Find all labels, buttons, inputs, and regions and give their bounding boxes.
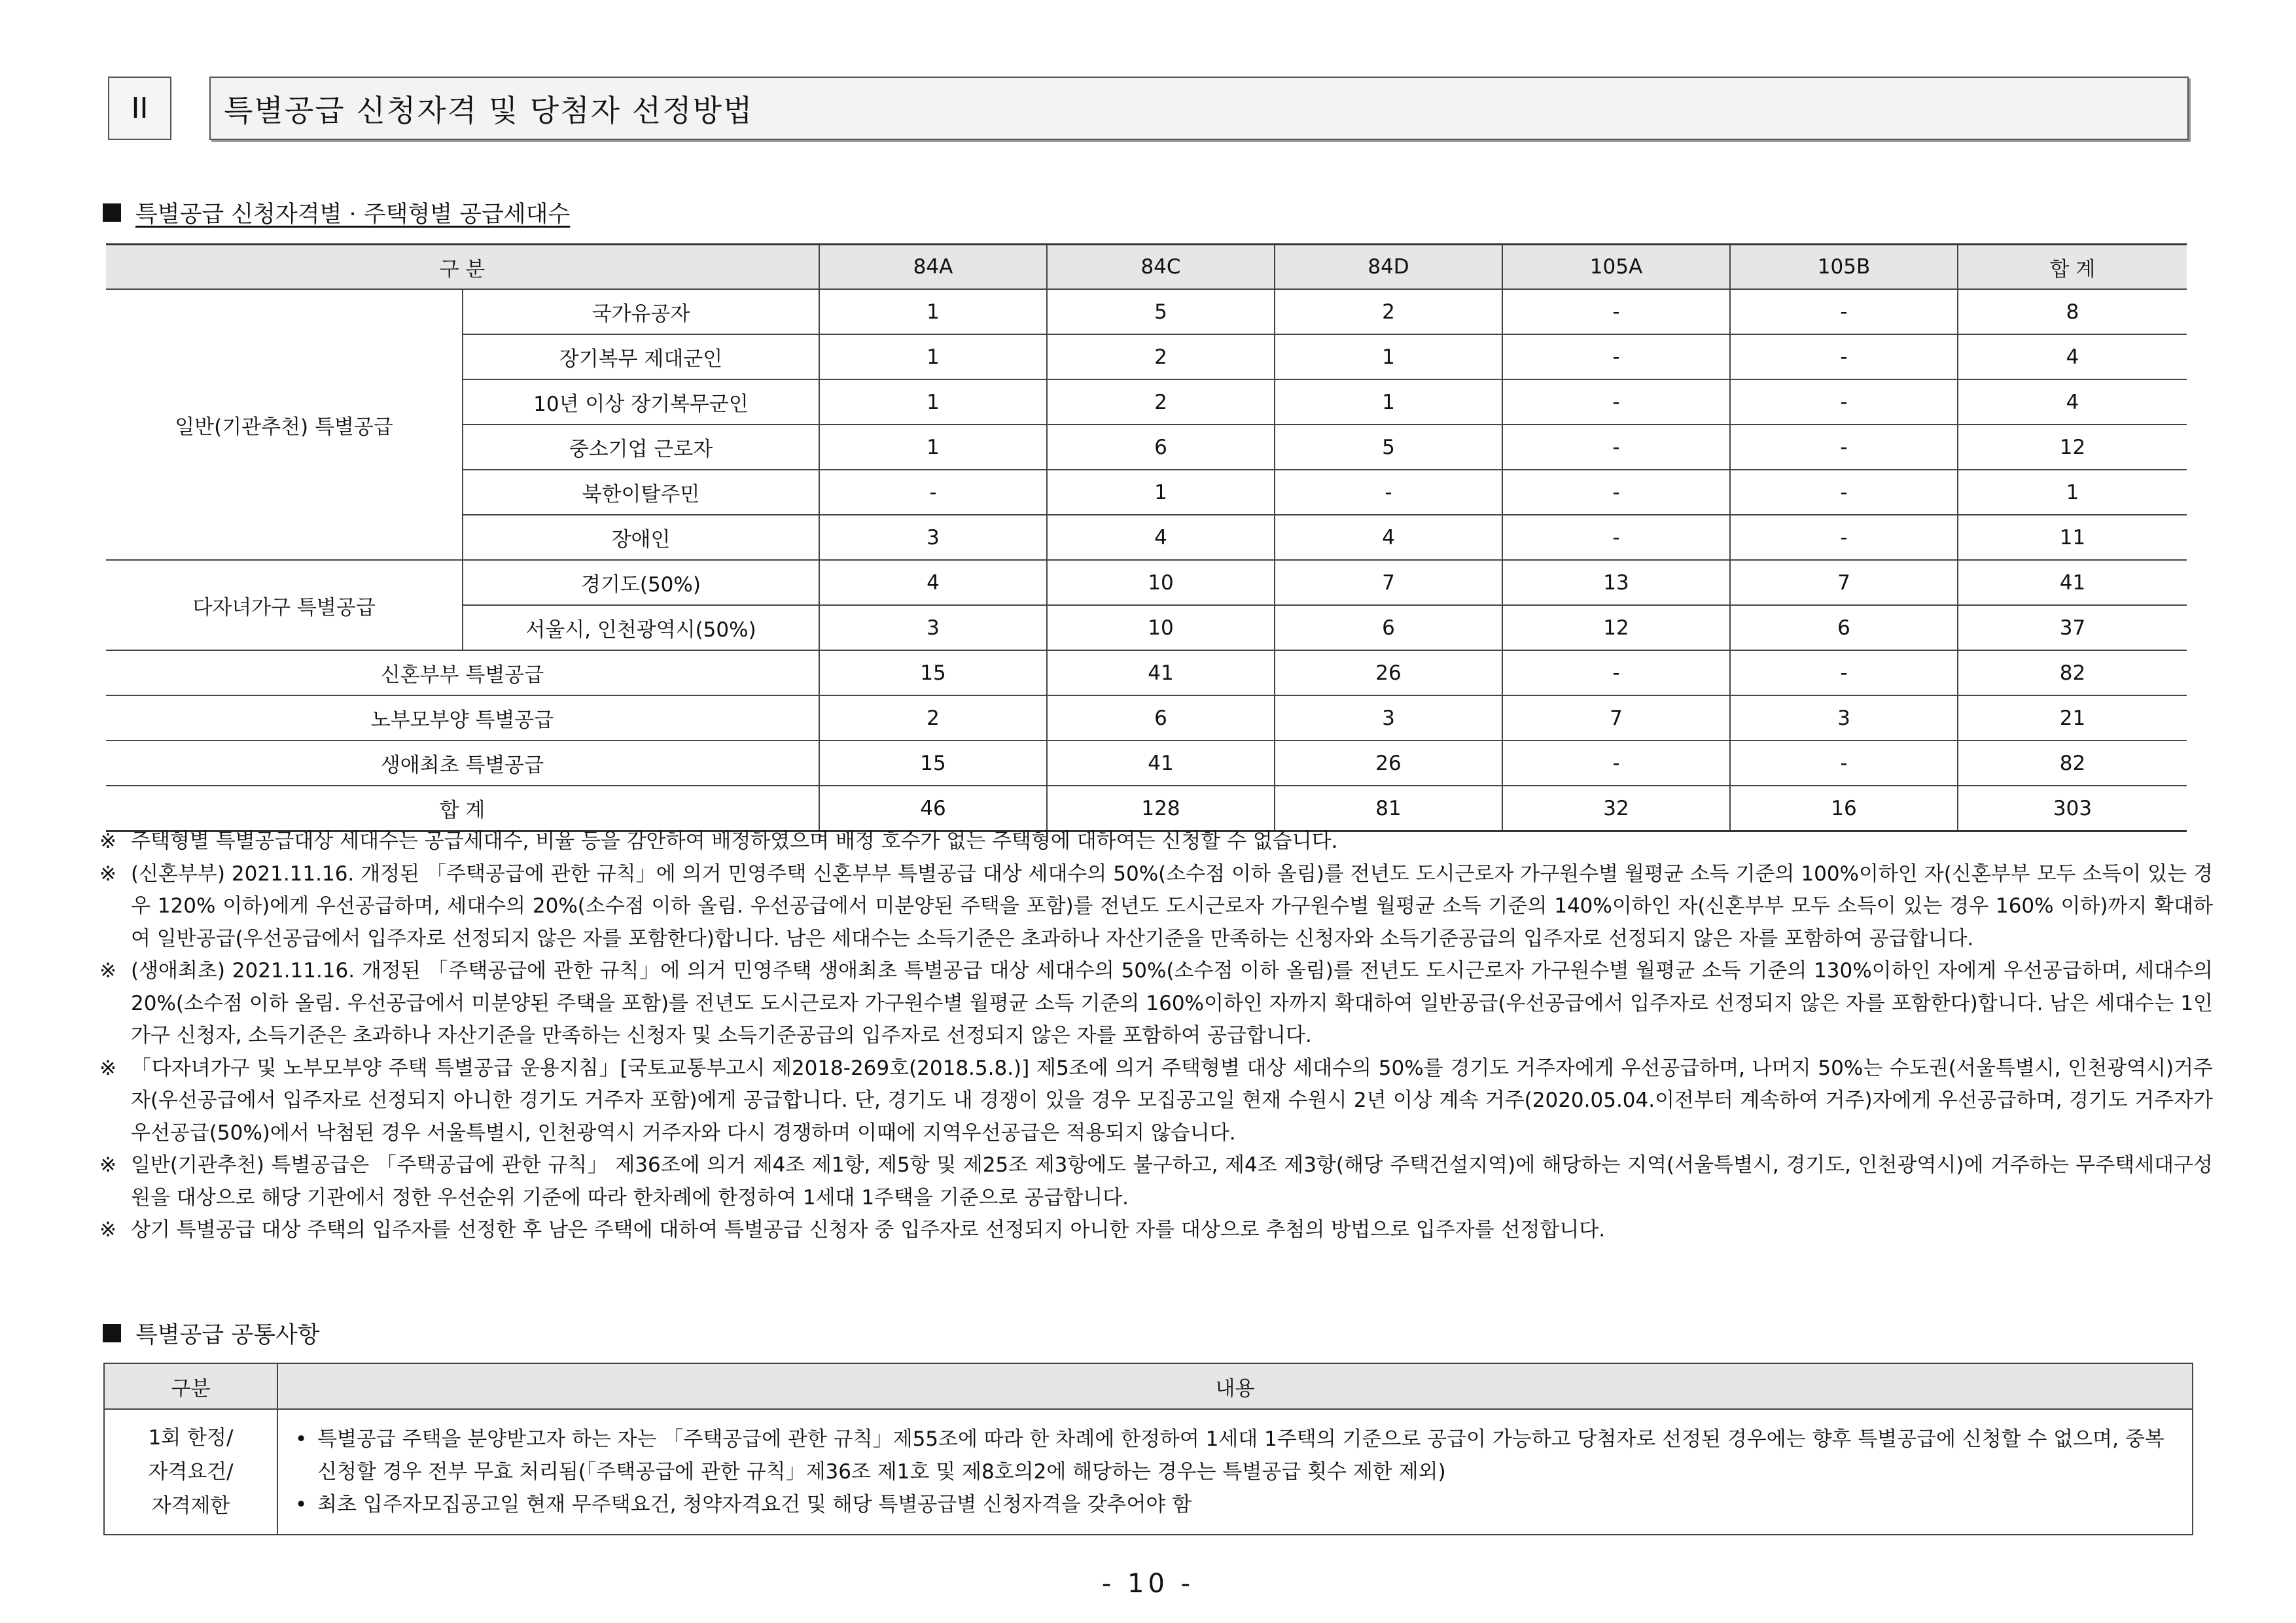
row-label: 경기도(50%): [463, 560, 819, 605]
table-cell: -: [1730, 650, 1958, 695]
table-cell: 46: [819, 786, 1047, 831]
section-number: II: [108, 77, 171, 140]
table-cell: 303: [1958, 786, 2187, 831]
category-line: 1회 한정/: [148, 1426, 234, 1450]
note-text: (신혼부부) 2021.11.16. 개정된 「주택공급에 관한 규칙」에 의거 민영주택 신혼부부 특별공급 대상 세대수의 50%(소수점 이하 올림)를 전년도 도시근로자 가구원수별 월평균 소득 기준의 100%이하인 자(신혼부부 모두 소득이 있는 경우 120% 이하)에게 우선공급하며, 세대수의 20%(소수점 이하 올림. 우선공급에서 미분양된 주택을 포함)를 전년도 도시근로자 가구원수별 월평균 소득 기준의 140%이하인 자(신혼부부 모두 소득이 있는 경우 160% 이하)까지 확대하여 일반공급(우선공급에서 입주자로 선정되지 않은 자를 포함한다)합니다. 남은 세대수는 소득기준은 초과하나 자산기준을 만족하는 신청자와 소득기준공급의 입주자로 선정되지 않은 자를 포함하여 공급합니다.: [131, 862, 2213, 951]
row-label: 서울시, 인천광역시(50%): [463, 605, 819, 650]
table-cell: 2: [1047, 379, 1275, 425]
row-label: 북한이탈주민: [463, 470, 819, 515]
table-cell: 6: [1275, 605, 1502, 650]
table-cell: 2: [1047, 334, 1275, 379]
table-cell: 3: [819, 515, 1047, 560]
header-cell: 105A: [1502, 245, 1730, 290]
list-item-text: 특별공급 주택을 분양받고자 하는 자는 「주택공급에 관한 규칙」제55조에 따라 한 차례에 한정하여 1세대 1주택의 기준으로 공급이 가능하고 당첨자로 선정된 경우에는 향후 특별공급에 신청할 수 없으며, 중복 신청할 경우 전부 무효 처리됨(「주택공급에 관한 규칙」제36조 제1호 및 제8호의2에 해당하는 경우는 특별공급 횟수 제한 제외): [317, 1427, 2164, 1484]
table-cell: 26: [1275, 741, 1502, 786]
note-item: [99, 826, 2213, 858]
section-header: [108, 77, 2189, 143]
square-bullet-icon: [103, 203, 121, 222]
header-cell: 84D: [1275, 245, 1502, 290]
list-item: [295, 1488, 2175, 1521]
table-cell: -: [1730, 289, 1958, 334]
table-row: [104, 1409, 2193, 1535]
section-title: 특별공급 신청자격 및 당첨자 선정방법: [209, 77, 2189, 140]
table-cell: 37: [1958, 605, 2187, 650]
row-label: 중소기업 근로자: [463, 425, 819, 470]
common-table: [103, 1363, 2193, 1535]
header-cell: 105B: [1730, 245, 1958, 290]
row-label: 신혼부부 특별공급: [106, 650, 819, 695]
supply-heading-text: 특별공급 신청자격별 · 주택형별 공급세대수: [135, 201, 571, 228]
note-item: [99, 858, 2213, 956]
header-cell: 84C: [1047, 245, 1275, 290]
header-cell: 구 분: [106, 245, 819, 290]
note-mark: ※: [99, 829, 116, 853]
table-cell: 128: [1047, 786, 1275, 831]
total-row: [106, 786, 2187, 831]
header-cell: 84A: [819, 245, 1047, 290]
table-cell: 8: [1958, 289, 2187, 334]
table-cell: 82: [1958, 650, 2187, 695]
table-cell: 7: [1502, 695, 1730, 741]
table-cell: 1: [1275, 334, 1502, 379]
table-cell: 7: [1275, 560, 1502, 605]
table-cell: 26: [1275, 650, 1502, 695]
note-text: (생애최초) 2021.11.16. 개정된 「주택공급에 관한 규칙」에 의거 민영주택 생애최초 특별공급 대상 세대수의 50%(소수점 이하 올림)를 전년도 도시근로자 가구원수별 월평균 소득 기준의 130%이하인 자에게 우선공급하며, 세대수의 20%(소수점 이하 올림. 우선공급에서 미분양된 주택을 포함)를 전년도 도시근로자 가구원수별 월평균 소득 기준의 160%이하인 자까지 확대하여 일반공급(우선공급에서 입주자로 선정되지 않은 자를 포함한다)합니다. 남은 세대수는 1인 가구 신청자, 소득기준은 초과하나 자산기준을 만족하는 신청자 및 소득기준공급의 입주자로 선정되지 않은 자를 포함하여 공급합니다.: [131, 959, 2213, 1047]
table-cell: 16: [1730, 786, 1958, 831]
row-label: 장기복무 제대군인: [463, 334, 819, 379]
table-cell: -: [1502, 741, 1730, 786]
common-heading: [103, 1317, 320, 1350]
table-cell: 4: [1047, 515, 1275, 560]
table-cell: 11: [1958, 515, 2187, 560]
table-cell: 4: [1958, 379, 2187, 425]
table-row: [106, 741, 2187, 786]
table-cell: 4: [819, 560, 1047, 605]
table-cell: 21: [1958, 695, 2187, 741]
common-heading-text: 특별공급 공통사항: [135, 1322, 320, 1348]
table-cell: -: [1502, 650, 1730, 695]
table-cell: 81: [1275, 786, 1502, 831]
supply-heading: [103, 196, 570, 229]
note-text: 상기 특별공급 대상 주택의 입주자를 선정한 후 남은 주택에 대하여 특별공급 신청자 중 입주자로 선정되지 아니한 자를 대상으로 추첨의 방법으로 입주자를 선정합니다.: [131, 1218, 1606, 1242]
note-text: 주택형별 특별공급대상 세대수는 공급세대수, 비율 등을 감안하여 배정하였으며 배정 호수가 없는 주택형에 대하여는 신청할 수 없습니다.: [131, 829, 1338, 853]
table-cell: 6: [1730, 605, 1958, 650]
table-cell: 4: [1958, 334, 2187, 379]
table-cell: 6: [1047, 695, 1275, 741]
table-cell: 6: [1047, 425, 1275, 470]
table-cell: 1: [1958, 470, 2187, 515]
bullet-icon: •: [295, 1427, 308, 1451]
table-cell: 1: [819, 379, 1047, 425]
table-cell: 10: [1047, 605, 1275, 650]
table-cell: -: [1502, 379, 1730, 425]
supply-table: [106, 243, 2187, 832]
table-cell: -: [1730, 741, 1958, 786]
table-cell: 2: [819, 695, 1047, 741]
content-cell: [277, 1409, 2193, 1535]
list-item-text: 최초 입주자모집공고일 현재 무주택요건, 청약자격요건 및 해당 특별공급별 신청자격을 갖추어야 함: [317, 1493, 1192, 1516]
table-cell: 82: [1958, 741, 2187, 786]
notes: [99, 826, 2213, 1247]
table-cell: -: [1502, 425, 1730, 470]
table-cell: -: [1502, 334, 1730, 379]
header-cell: 내용: [277, 1363, 2193, 1409]
row-label: 장애인: [463, 515, 819, 560]
table-cell: 13: [1502, 560, 1730, 605]
page-number: - 10 -: [1101, 1569, 1195, 1599]
note-mark: ※: [99, 1218, 116, 1242]
table-cell: 41: [1047, 741, 1275, 786]
note-mark: ※: [99, 959, 116, 983]
table-cell: -: [819, 470, 1047, 515]
table-cell: 32: [1502, 786, 1730, 831]
table-cell: -: [1730, 515, 1958, 560]
table-cell: 3: [1275, 695, 1502, 741]
note-item: [99, 1214, 2213, 1247]
table-cell: 12: [1502, 605, 1730, 650]
table-cell: -: [1502, 289, 1730, 334]
table-cell: 41: [1047, 650, 1275, 695]
table-header-row: [104, 1363, 2193, 1409]
table-cell: 3: [819, 605, 1047, 650]
table-cell: 1: [819, 289, 1047, 334]
table-cell: -: [1730, 379, 1958, 425]
table-cell: -: [1275, 470, 1502, 515]
table-cell: -: [1730, 334, 1958, 379]
table-row: [106, 650, 2187, 695]
table-cell: 5: [1047, 289, 1275, 334]
square-bullet-icon: [103, 1324, 121, 1342]
note-mark: ※: [99, 862, 116, 886]
note-item: [99, 955, 2213, 1053]
table-header-row: [106, 245, 2187, 290]
table-cell: 5: [1275, 425, 1502, 470]
table-cell: 4: [1275, 515, 1502, 560]
table-row: [106, 560, 2187, 605]
table-cell: 12: [1958, 425, 2187, 470]
note-text: 일반(기관추천) 특별공급은 「주택공급에 관한 규칙」 제36조에 의거 제4조 제1항, 제5항 및 제25조 제3항에도 불구하고, 제4조 제3항(해당 주택건설지역)에 해당하는 지역(서울특별시, 경기도, 인천광역시)에 거주하는 무주택세대구성원을 대상으로 해당 기관에서 정한 우선순위 기준에 따라 한차례에 한정하여 1세대 1주택을 기준으로 공급합니다.: [131, 1153, 2213, 1210]
table-cell: 15: [819, 650, 1047, 695]
note-mark: ※: [99, 1153, 116, 1177]
table-cell: 10: [1047, 560, 1275, 605]
table-cell: -: [1502, 515, 1730, 560]
header-cell: 구분: [104, 1363, 277, 1409]
note-text: 「다자녀가구 및 노부모부양 주택 특별공급 운용지침」[국토교통부고시 제2018-269호(2018.5.8.)] 제5조에 의거 주택형별 대상 세대수의 50%를 경기도 거주자에게 우선공급하며, 나머지 50%는 수도권(서울특별시, 인천광역시)거주자(우선공급에서 입주자로 선정되지 아니한 경기도 거주자 포함)에게 공급합니다. 단, 경기도 내 경쟁이 있을 경우 모집공고일 현재 수원시 2년 이상 계속 거주(2020.05.04.이전부터 계속하여 거주)자에게 우선공급하며, 경기도 거주자가 우선공급(50%)에서 낙첨된 경우 서울특별시, 인천광역시 거주자와 다시 경쟁하며 이때에 지역우선공급은 적용되지 않습니다.: [131, 1056, 2213, 1145]
table-cell: 3: [1730, 695, 1958, 741]
table-cell: 2: [1275, 289, 1502, 334]
header-cell: 합 계: [1958, 245, 2187, 290]
table-row: [106, 289, 2187, 334]
note-mark: ※: [99, 1056, 116, 1080]
table-cell: 7: [1730, 560, 1958, 605]
row-label: 합 계: [106, 786, 819, 831]
table-cell: -: [1730, 470, 1958, 515]
row-label: 10년 이상 장기복무군인: [463, 379, 819, 425]
table-cell: -: [1730, 425, 1958, 470]
row-label: 노부모부양 특별공급: [106, 695, 819, 741]
category-cell: [104, 1409, 277, 1535]
bullet-icon: •: [295, 1493, 308, 1516]
table-cell: 1: [819, 334, 1047, 379]
category-line: 자격요건/: [148, 1460, 234, 1484]
table-cell: 1: [1275, 379, 1502, 425]
list-item: [295, 1423, 2175, 1488]
table-row: [106, 695, 2187, 741]
category-line: 자격제한: [151, 1494, 230, 1518]
group-label-general: 일반(기관추천) 특별공급: [106, 289, 463, 560]
table-cell: 41: [1958, 560, 2187, 605]
row-label: 국가유공자: [463, 289, 819, 334]
note-item: [99, 1149, 2213, 1214]
note-item: [99, 1053, 2213, 1150]
table-cell: -: [1502, 470, 1730, 515]
row-label: 생애최초 특별공급: [106, 741, 819, 786]
table-cell: 1: [1047, 470, 1275, 515]
table-cell: 15: [819, 741, 1047, 786]
table-cell: 1: [819, 425, 1047, 470]
group-label-multichild: 다자녀가구 특별공급: [106, 560, 463, 650]
